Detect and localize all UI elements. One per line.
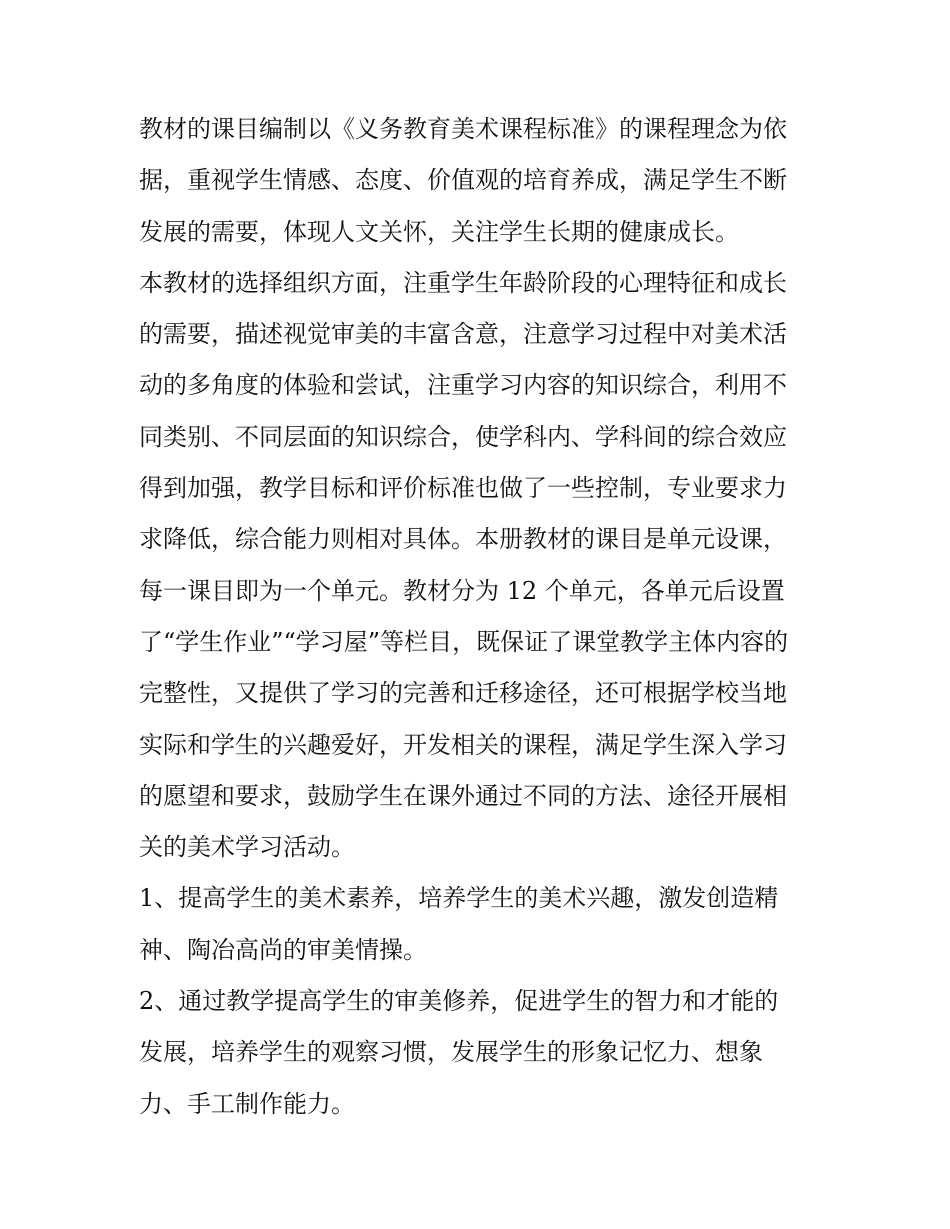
text-line: 同类别、不同层面的知识综合，使学科内、学科间的综合效应 — [139, 422, 787, 451]
document-body — [139, 104, 819, 1130]
text-line: 2、通过教学提高学生的审美修养，促进学生的智力和才能的 — [139, 987, 779, 1016]
text-line: 的愿望和要求，鼓励学生在课外通过不同的方法、途径开展相 — [139, 781, 787, 810]
text-line: 实际和学生的兴趣爱好，开发相关的课程，满足学生深入学习 — [139, 730, 787, 759]
text-line: 关的美术学习活动。 — [139, 833, 355, 862]
text-line: 求降低，综合能力则相对具体。本册教材的课目是单元设课， — [139, 525, 787, 554]
text-line: 发展，培养学生的观察习惯，发展学生的形象记忆力、想象 — [139, 1038, 763, 1067]
text-line: 了“学生作业”“学习屋”等栏目，既保证了课堂教学主体内容的 — [139, 627, 789, 656]
text-line: 动的多角度的体验和尝试，注重学习内容的知识综合，利用不 — [139, 371, 787, 400]
text-line: 据，重视学生情感、态度、价值观的培育养成，满足学生不断 — [139, 166, 787, 195]
text-line: 1、提高学生的美术素养，培养学生的美术兴趣，激发创造精 — [139, 884, 779, 913]
text-line: 力、手工制作能力。 — [139, 1089, 355, 1118]
text-line: 的需要，描述视觉审美的丰富含意，注意学习过程中对美术活 — [139, 320, 787, 349]
text-line: 神、陶冶高尚的审美情操。 — [139, 935, 427, 964]
text-line: 发展的需要，体现人文关怀，关注学生长期的健康成长。 — [139, 217, 739, 246]
text-line: 教材的课目编制以《义务教育美术课程标准》的课程理念为依 — [139, 115, 787, 143]
text-line: 本教材的选择组织方面，注重学生年龄阶段的心理特征和成长 — [139, 268, 787, 297]
text-line: 完整性，又提供了学习的完善和迁移途径，还可根据学校当地 — [139, 679, 787, 708]
text-line: 每一课目即为一个单元。教材分为 12 个单元，各单元后设置 — [139, 576, 785, 605]
text-line: 得到加强，教学目标和评价标准也做了一些控制，专业要求力 — [139, 474, 787, 503]
